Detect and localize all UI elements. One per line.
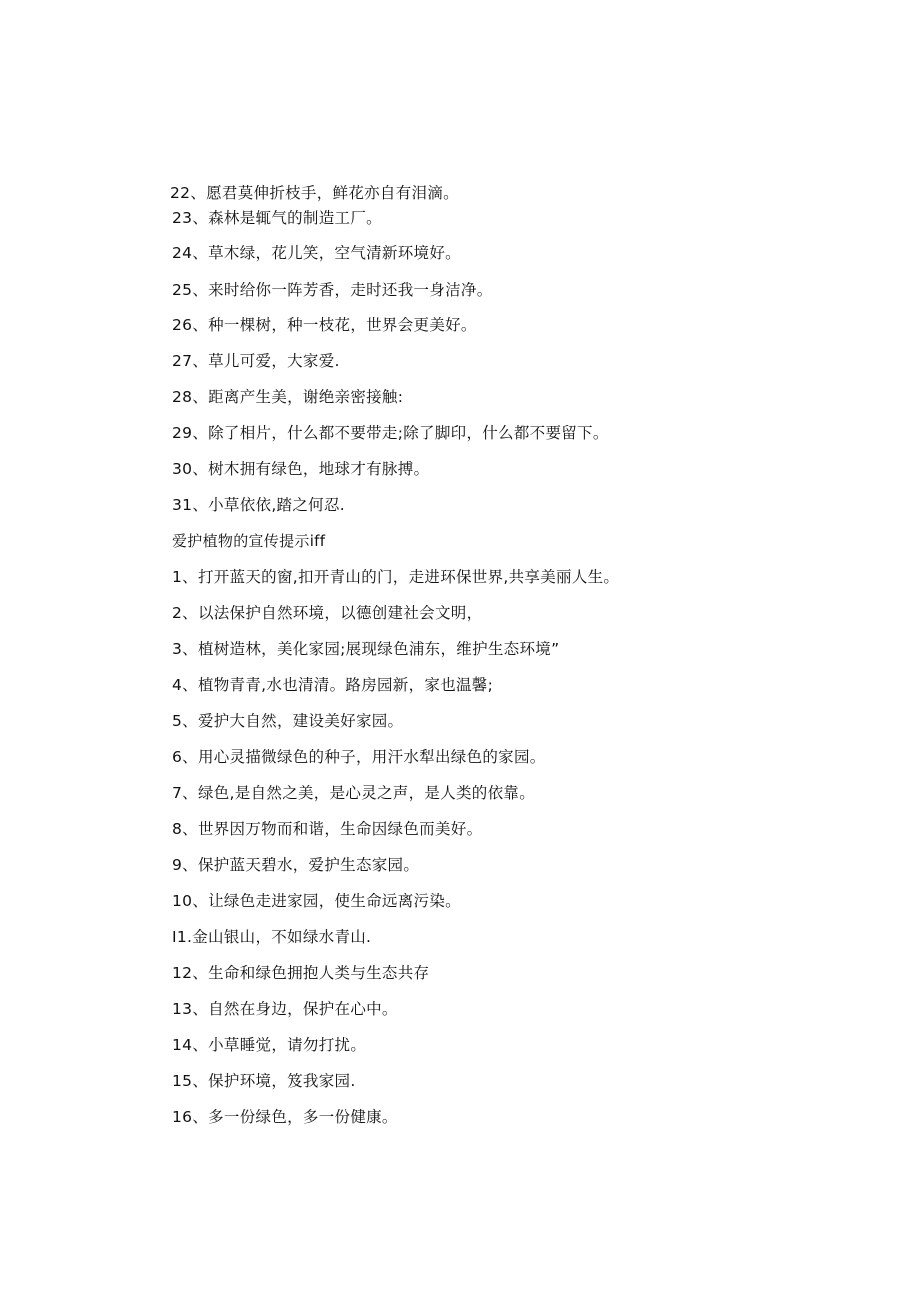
slogan-line-13: 13、自然在身边，保护在心中。 [172,1000,398,1018]
slogan-line-2: 2、以法保护自然环境，以德创建社会文明， [172,604,483,622]
slogan-line-16: 16、多一份绿色，多一份健康。 [172,1108,398,1126]
slogan-line-26: 26、种一棵树，种一枝花，世界会更美好。 [172,316,477,334]
section-heading: 爱护植物的宣传提示iff [172,532,326,550]
slogan-line-10: 10、让绿色走进家园，使生命远离污染。 [172,892,461,910]
slogan-line-14: 14、小草睡觉，请勿打扰。 [172,1036,367,1054]
slogan-line-3: 3、植树造林，美化家园;展现绿色浦东，维护生态环境” [172,640,560,658]
slogan-line-7: 7、绿色,是自然之美，是心灵之声，是人类的依靠。 [172,784,535,802]
slogan-line-9: 9、保护蓝天碧水，爱护生态家园。 [172,856,420,874]
slogan-line-5: 5、爱护大自然，建设美好家园。 [172,712,404,730]
slogan-line-28: 28、距离产生美，谢绝亲密接触: [172,388,404,406]
slogan-line-29: 29、除了相片，什么都不要带走;除了脚印，什么都不要留下。 [172,424,609,442]
slogan-line-11: I1.金山银山，不如绿水青山. [172,928,372,946]
slogan-line-23: 23、森林是辄气的制造工厂。 [172,209,382,227]
slogan-line-25: 25、来时给你一阵芳香，走时还我一身洁净。 [172,281,493,299]
slogan-line-27: 27、草儿可爱，大家爱. [172,352,340,370]
slogan-line-8: 8、世界因万物而和谐，生命因绿色而美好。 [172,820,483,838]
slogan-line-31: 31、小草依依,踏之何忍. [172,496,345,514]
slogan-line-30: 30、树木拥有绿色，地球才有脉搏。 [172,460,430,478]
slogan-line-24: 24、草木绿，花儿笑，空气清新环境好。 [172,244,461,262]
slogan-line-12: 12、生命和绿色拥抱人类与生态共存 [172,964,430,982]
slogan-line-22: 22、愿君莫伸折枝手，鲜花亦自有泪滴。 [170,184,459,202]
slogan-line-6: 6、用心灵描微绿色的种子，用汗水犁出绿色的家园。 [172,748,546,766]
slogan-line-4: 4、植物青青,水也清清。路房园新，家也温馨; [172,676,494,694]
slogan-line-1: 1、打开蓝天的窗,扣开青山的门，走进环保世界,共享美丽人生。 [172,568,620,586]
slogan-line-15: 15、保护环境，笈我家园. [172,1072,356,1090]
